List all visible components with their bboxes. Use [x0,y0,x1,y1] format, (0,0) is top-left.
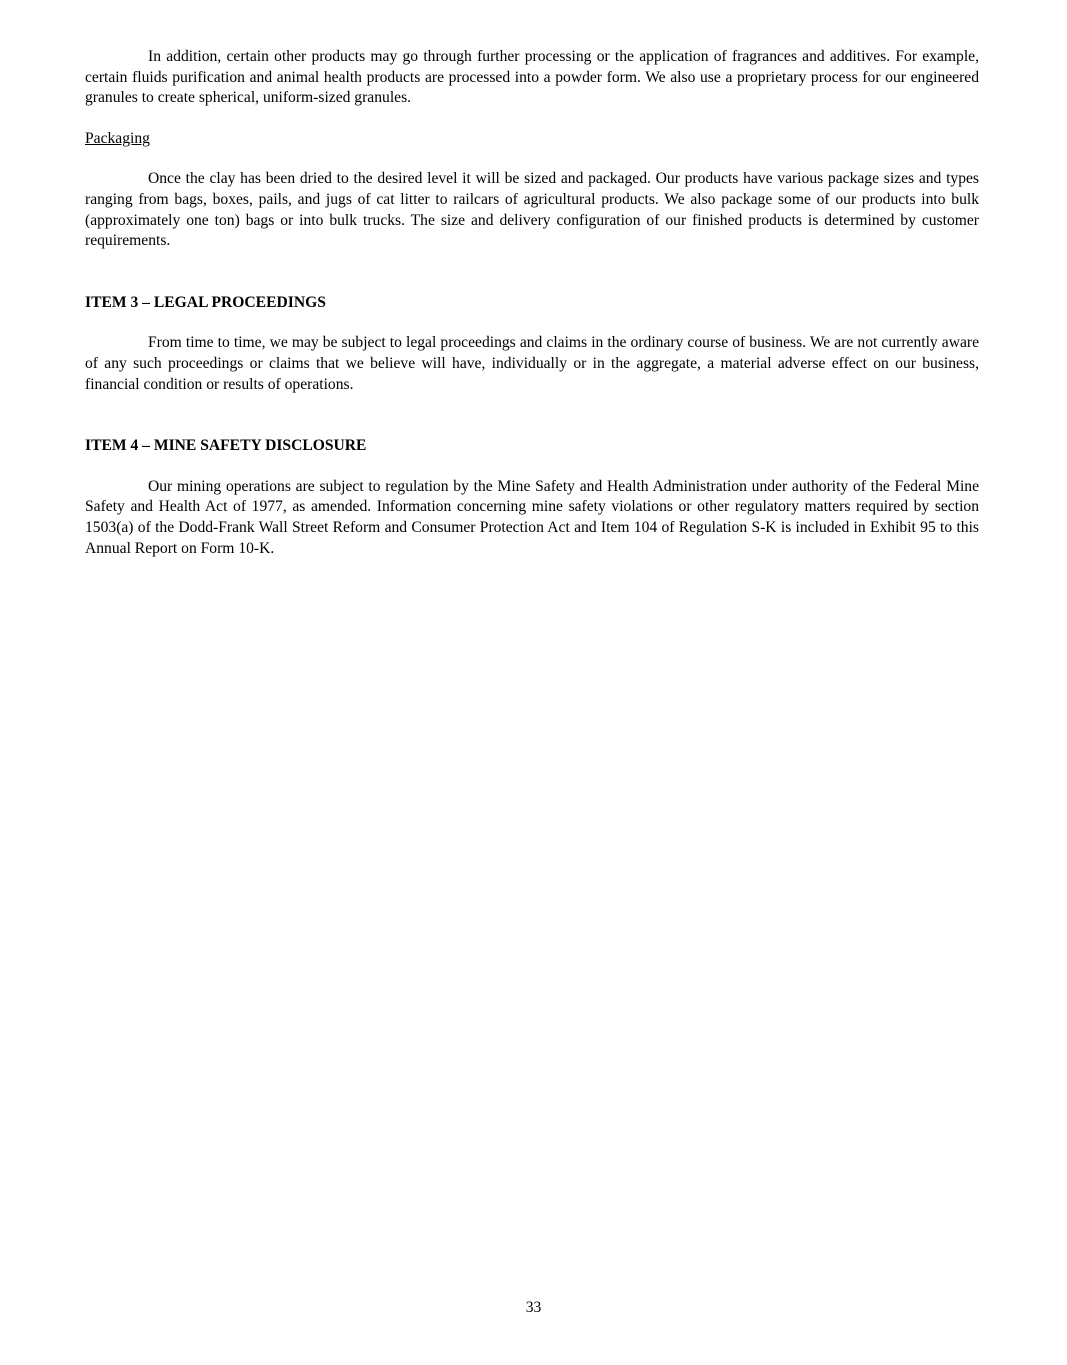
spacer [85,457,979,477]
spacer [85,252,979,293]
spacer [85,109,979,129]
page-number: 33 [525,1299,542,1316]
item3-paragraph: From time to time, we may be subject to legal proceedings and claims in the ordinary course of business. We are not currently aware of any such proceedings or claims that we believe will have, individually or in the aggregate, a material adverse effect on our business, financial condition or results of operations. [85,334,979,393]
spacer [85,313,979,333]
document-body [85,47,979,559]
packaging-heading: Packaging [85,129,150,147]
item4-paragraph: Our mining operations are subject to regulation by the Mine Safety and Health Administration under authority of the Federal Mine Safety and Health Act of 1977, as amended. Information concerning mine safety violations or other regulatory matters required by section 1503(a) of the Dodd-Frank Wall Street Reform and Consumer Protection Act and Item 104 of Regulation S-K is included in Exhibit 95 to this Annual Report on Form 10-K. [85,477,979,557]
packaging-paragraph: Once the clay has been dried to the desired level it will be sized and packaged. Our products have various package sizes and types ranging from bags, boxes, pails, and jugs of cat litter to railcars of agricultural products. We also package some of our products into bulk (approximately one ton) bags or into bulk trucks. The size and delivery configuration of our finished products is determined by customer requirements. [85,170,979,250]
processing-paragraph: In addition, certain other products may go through further processing or the application of fragrances and additives. For example, certain fluids purification and animal health products are processed into a powder form. We also use a proprietary process for our engineered granules to create spherical, uniform-sized granules. [85,48,979,107]
spacer [85,149,979,169]
item4-heading: ITEM 4 – MINE SAFETY DISCLOSURE [85,437,367,455]
item3-heading: ITEM 3 – LEGAL PROCEEDINGS [85,293,326,311]
spacer [85,395,979,436]
